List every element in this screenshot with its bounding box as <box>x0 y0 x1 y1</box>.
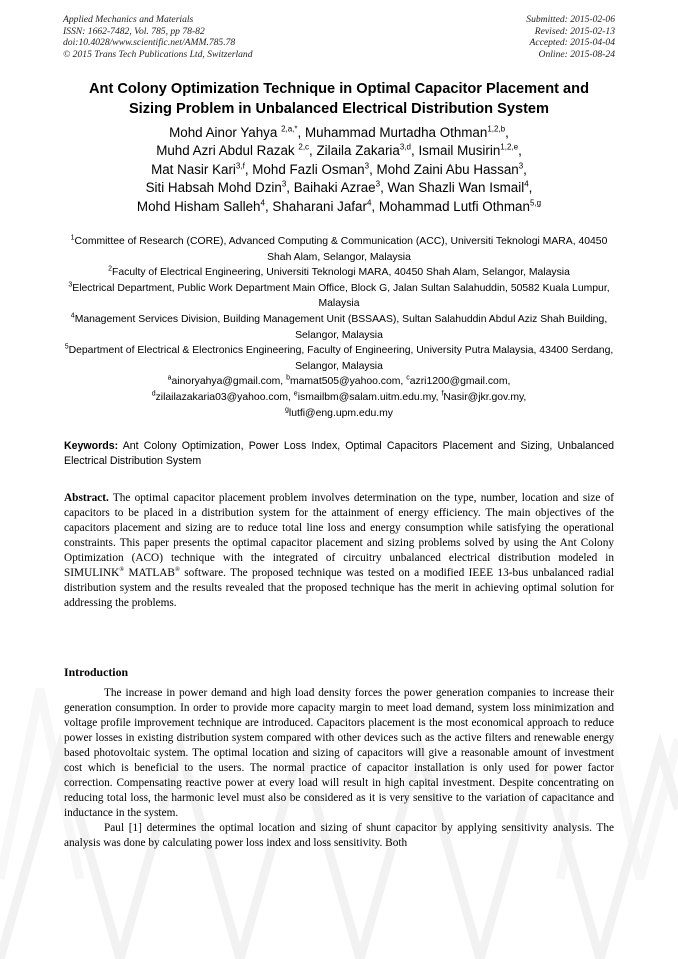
registered-mark: ® <box>174 566 180 573</box>
affiliation-4 <box>60 312 618 343</box>
author-affiliation-mark: 5,g <box>529 198 542 208</box>
author-affiliation-mark: 3,d <box>399 142 411 152</box>
section-heading-introduction: Introduction <box>64 665 129 679</box>
author-name: Muhd Azri Abdul Razak <box>156 143 295 159</box>
author-name: Wan Shazli Wan Ismail <box>387 180 525 196</box>
author-name: Mohd Ainor Yahya <box>169 125 278 140</box>
author-name: Mat Nasir Kari <box>151 161 236 177</box>
affiliation-number: 3 <box>68 281 73 289</box>
email-address[interactable]: mamat505@yahoo.com, <box>289 376 404 388</box>
email-key: f <box>441 390 444 398</box>
email-key: a <box>167 374 172 382</box>
affiliation-number: 2 <box>108 265 113 273</box>
introduction-body <box>64 686 614 850</box>
affiliation-2 <box>60 265 618 281</box>
author-affiliation-mark: 1,2,b <box>487 124 506 134</box>
affiliation-text: Department of Electrical & Electronics Engineering, Faculty of Engineering, University Putra Malaysia, 43400 Serdang, Selangor, Malaysia <box>68 345 614 372</box>
author-affiliation-mark: 4 <box>524 179 529 189</box>
author-name: Shaharani Jafar <box>272 198 367 214</box>
affiliation-number: 1 <box>70 234 75 242</box>
abstract-text: The optimal capacitor placement problem involves determination on the type, number, location and size of capacitors to be placed in a distribution system for the attainment of energy efficiency. The main objectives of the capacitors placement and sizing are to reduce total line loss and energy consumption while satisfying the operational constraints. This paper presents the optimal capacitor placement and sizing problems solved by using the Ant Colony Optimization (ACO) technique with the integrated of circuitry unbalanced electrical distribution modeled in SIMULINK <box>64 492 614 579</box>
email-address[interactable]: Nasir@jkr.gov.my, <box>443 391 527 403</box>
email-address[interactable]: zilailazakaria03@yahoo.com, <box>155 391 291 403</box>
email-key: d <box>151 390 156 398</box>
email-list <box>60 374 618 421</box>
registered-mark: ® <box>119 566 125 573</box>
abstract-text: MATLAB <box>124 566 175 579</box>
author-affiliation-mark: 3 <box>518 161 524 171</box>
email-address[interactable]: ainoryahya@gmail.com, <box>171 376 284 388</box>
date-accepted: Accepted: 2015-04-04 <box>529 37 615 49</box>
paragraph: The increase in power demand and high load density forces the power generation companies to increase their generation consumption. In order to provide more capacity margin to meet load demand, system loss minimization and voltage profile improvement technique are introduced. Capacitors placement is the most economical approach to reduce power losses in existing distribution system compared with other devices such as the active filters and renewable energy based photovoltaic system. The optimal location and sizing of capacitors will give a reasonable amount of investment cost which is beneficial to the users. The normal practice of capacitor installation is only used for power factor correction. Compensating reactive power at every load will result in high capital investment. Despite concentrating on reducing total loss, the harmonic level must also be considered as it is very sensitive to the variation of capacitance and inductance in the system. <box>64 687 614 819</box>
journal-name: Applied Mechanics and Materials <box>63 14 194 25</box>
email-key: b <box>286 374 290 382</box>
journal-issn: ISSN: 1662-7482, Vol. 785, pp 78-82 <box>63 25 205 37</box>
affiliation-text: Management Services Division, Building Management Unit (BSSAAS), Sultan Salahuddin Abdul Aziz Shah Building, Selangor, Malaysia <box>74 313 608 341</box>
author-name: Mohd Fazli Osman <box>252 161 365 177</box>
affiliation-1 <box>60 234 618 265</box>
affiliation-list <box>60 234 618 421</box>
email-key: g <box>284 406 289 414</box>
author-affiliation-mark: 3 <box>364 161 370 171</box>
email-address[interactable]: lutfi@eng.upm.edu.my <box>288 407 394 419</box>
keywords-text: Ant Colony Optimization, Power Loss Index, Optimal Capacitors Placement and Sizing, Unbalanced Electrical Distribution System <box>64 440 615 468</box>
title-line-1: Ant Colony Optimization Technique in Optimal Capacitor Placement and <box>88 81 590 97</box>
affiliation-number: 5 <box>64 343 69 351</box>
submission-dates <box>526 14 615 60</box>
author-affiliation-mark: 4 <box>260 198 265 208</box>
abstract-label: Abstract. <box>64 492 109 504</box>
affiliation-text: Faculty of Electrical Engineering, Universiti Teknologi MARA, 40450 Shah Alam, Selangor, Malaysia <box>112 267 570 279</box>
affiliation-5 <box>60 343 618 374</box>
date-submitted: Submitted: 2015-02-06 <box>526 14 615 25</box>
abstract-block <box>64 491 614 611</box>
author-affiliation-mark: 1,2,e <box>500 142 519 152</box>
affiliation-text: Committee of Research (CORE), Advanced Computing & Communication (ACC), Universiti Teknologi MARA, 40450 Shah Alam, Selangor, Malaysia <box>74 236 608 263</box>
author-affiliation-mark: 2,c <box>298 142 310 152</box>
email-key: c <box>406 374 410 382</box>
author-affiliation-mark: 2,a,* <box>281 124 298 134</box>
keywords-label: Keywords: <box>64 440 119 452</box>
author-affiliation-mark: 3 <box>281 179 287 189</box>
paper-title <box>40 80 638 119</box>
journal-doi: doi:10.4028/www.scientific.net/AMM.785.78 <box>63 37 236 49</box>
email-key: e <box>293 390 298 398</box>
affiliation-text: Electrical Department, Public Work Department Main Office, Block G, Jalan Sultan Salahuddin, 50582 Kuala Lumpur, Malaysia <box>72 282 610 310</box>
author-list: Mohd Ainor Yahya $^{2,a,*}$, Muhammad Murtadha Othman$^{1,2,b}$, Muhd Azri Abdul Razak $^{2,c}$, Zilaila Zakaria$^{3,d}$, Ismail Musirin$^{1,2,e}$, Mat Nasir Kari$^{3,f}$, Mohd Fazli Osman$^3$, Mohd Zaini Abu Hassan$^3$, Siti Habsah Mohd Dzin$^3$, Baihaki Azrae$^3$, Wan Shazli Wan Ismail$^4$, Mohd Hisham Salleh$^4$, Shaharani Jafar$^4$, Mohammad Lutfi Othman$^{5,g}$ <box>136 124 542 214</box>
keywords-block <box>64 439 614 470</box>
author-name: Baihaki Azrae <box>293 180 376 196</box>
author-affiliation-mark: 3 <box>375 179 381 189</box>
date-revised: Revised: 2015-02-13 <box>534 25 615 37</box>
journal-info <box>63 14 253 60</box>
email-address[interactable]: azri1200@gmail.com, <box>409 376 511 388</box>
date-online: Online: 2015-08-24 <box>538 48 615 60</box>
affiliation-3 <box>60 281 618 312</box>
abstract-text: software. The proposed technique was tested on a modified IEEE 13-bus unbalanced radial distribution system and the results revealed that the proposed technique has the merit in achieving optimal solution for addressing the problems. <box>64 566 614 609</box>
author-affiliation-mark: 3,f <box>235 161 245 171</box>
author-name: Mohammad Lutfi Othman <box>378 198 530 214</box>
affiliation-number: 4 <box>70 312 75 320</box>
email-address[interactable]: ismailbm@salam.uitm.edu.my, <box>297 391 439 403</box>
author-name: Siti Habsah Mohd Dzin <box>145 180 282 196</box>
title-line-2: Sizing Problem in Unbalanced Electrical Distribution System <box>128 100 550 117</box>
author-name: Zilaila Zakaria <box>316 143 400 159</box>
journal-copyright: © 2015 Trans Tech Publications Ltd, Switzerland <box>63 48 253 60</box>
author-name: Mohd Zaini Abu Hassan <box>376 161 519 177</box>
author-affiliation-mark: 4 <box>366 198 372 208</box>
author-name: Mohd Hisham Salleh <box>136 198 261 214</box>
author-name: Muhammad Murtadha Othman <box>304 125 488 140</box>
author-name: Ismail Musirin <box>418 143 501 159</box>
paragraph: Paul [1] determines the optimal location and sizing of shunt capacitor by applying sensitivity analysis. The analysis was done by calculating power loss index and loss sensitivity. Both <box>64 821 614 849</box>
